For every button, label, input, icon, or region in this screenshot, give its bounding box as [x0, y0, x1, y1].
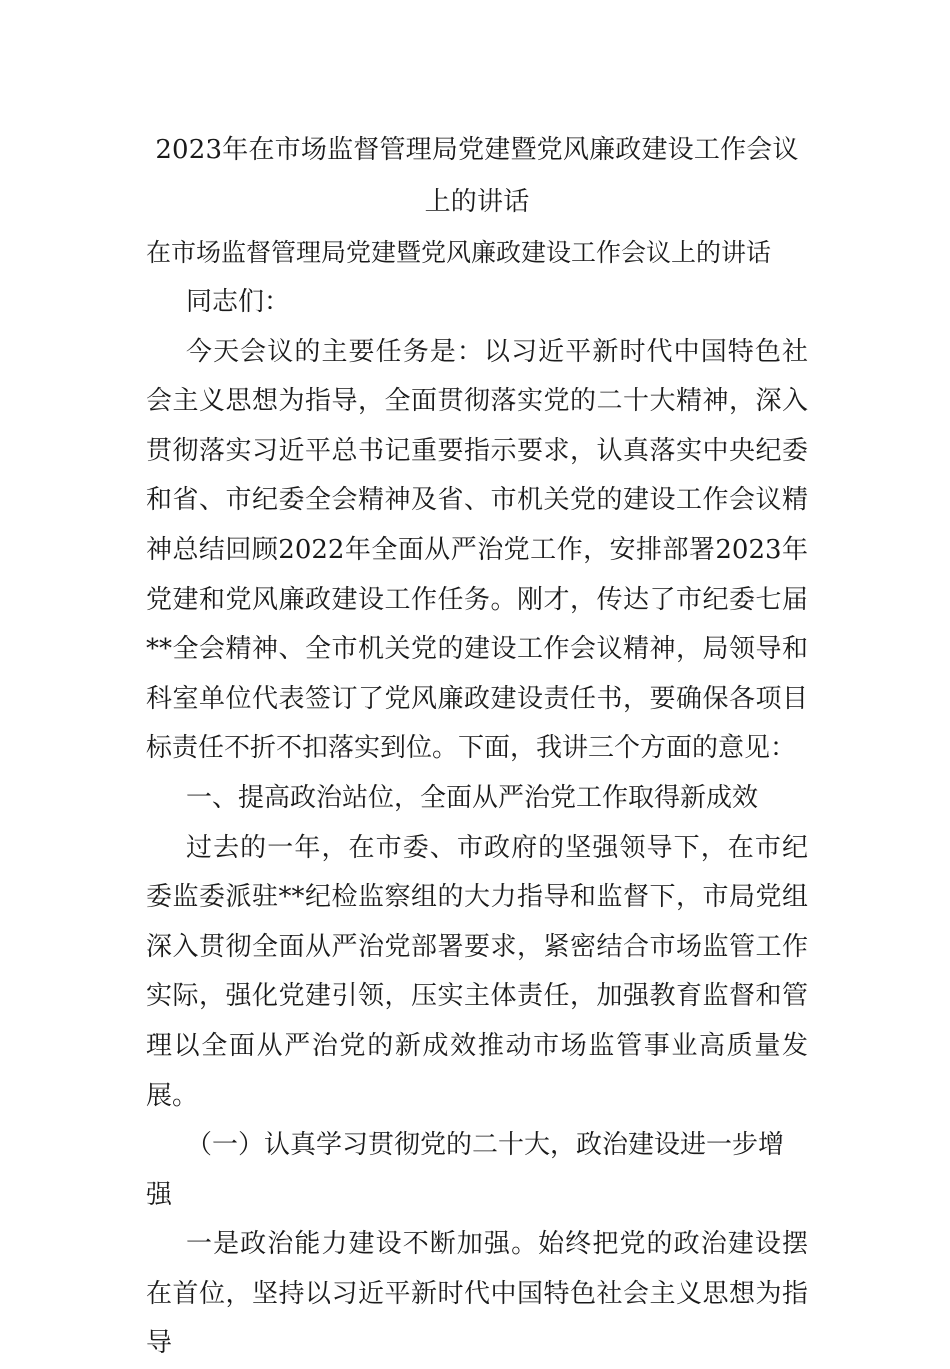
- document-body: [146, 124, 808, 1369]
- paragraph-review: 过去的一年，在市委、市政府的坚强领导下，在市纪委监委派驻**纪检监察组的大力指导和监督下，市局党组深入贯彻全面从严治党部署要求，紧密结合市场监管工作实际，强化党建引领，压实主体责任，加强教育监督和管理以全面从严治党的新成效推动市场监管事业高质量发展。: [146, 832, 808, 1111]
- document-subtitle: 在市场监督管理局党建暨党风廉政建设工作会议上的讲话: [146, 238, 772, 267]
- document-title: 2023年在市场监督管理局党建暨党风廉政建设工作会议上的讲话: [155, 135, 799, 217]
- greeting: 同志们：: [186, 287, 291, 317]
- subsection-heading-1: （一）认真学习贯彻党的二十大，政治建设进一步增强: [146, 1130, 785, 1210]
- paragraph-opening: 今天会议的主要任务是：以习近平新时代中国特色社会主义思想为指导，全面贯彻落实党的二十大精神，深入贯彻落实习近平总书记重要指示要求，认真落实中央纪委和省、市纪委全会精神及省、市机关党的建设工作会议精神总结回顾2022年全面从严治党工作，安排部署2023年党建和党风廉政建设工作任务。刚才，传达了市纪委七届**全会精神、全市机关党的建设工作会议精神，局领导和科室单位代表签订了党风廉政建设责任书，要确保各项目标责任不折不扣落实到位。下面，我讲三个方面的意见：: [146, 336, 808, 764]
- paragraph-political-capacity: 一是政治能力建设不断加强。始终把党的政治建设摆在首位，坚持以习近平新时代中国特色社会主义思想为指导: [146, 1229, 808, 1359]
- section-heading-1: 一、提高政治站位，全面从严治党工作取得新成效: [186, 782, 759, 813]
